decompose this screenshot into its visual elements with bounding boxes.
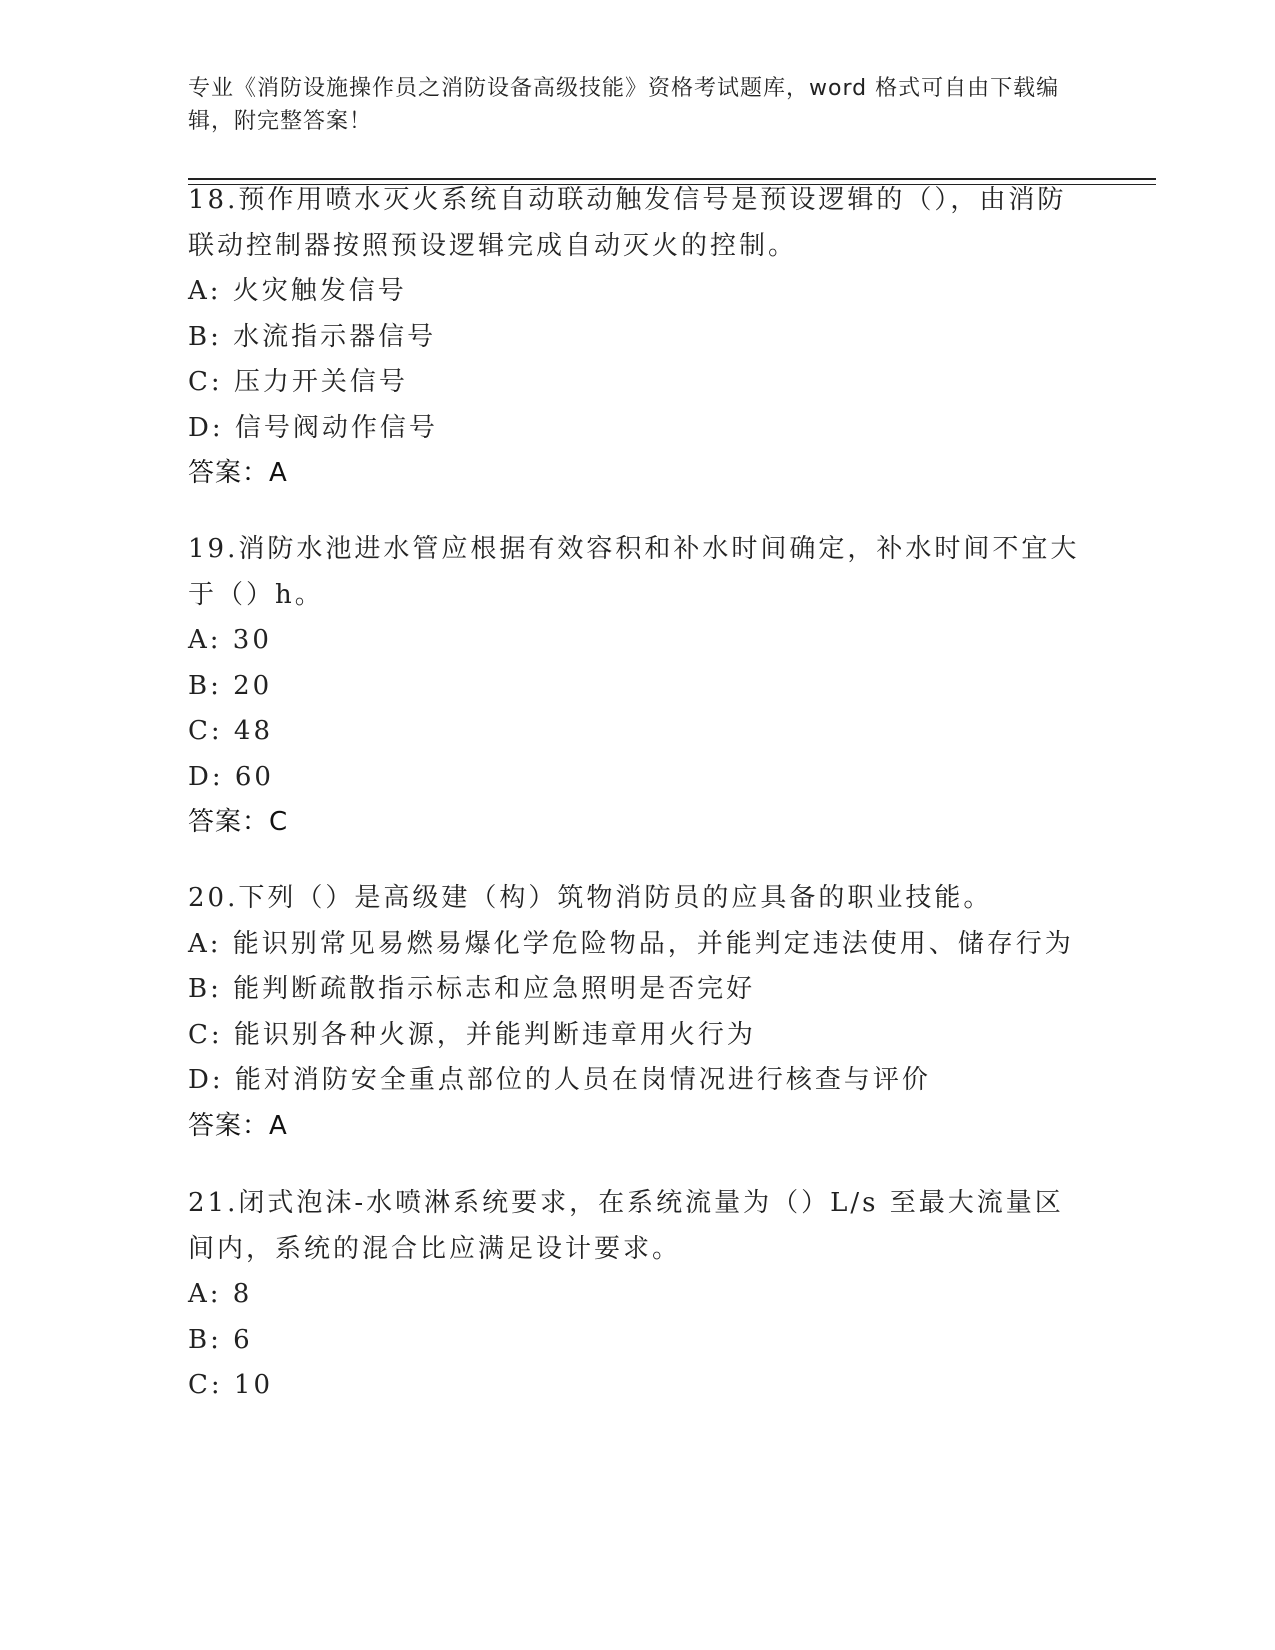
option-b: B: 能判断疏散指示标志和应急照明是否完好	[188, 974, 756, 1004]
question-18	[188, 178, 1088, 497]
document-header: 专业《消防设施操作员之消防设备高级技能》资格考试题库，word 格式可自由下载编辑，附完整答案！	[188, 76, 1060, 134]
option-c: C: 压力开关信号	[188, 367, 408, 397]
option-c: C: 能识别各种火源，并能判断违章用火行为	[188, 1019, 756, 1050]
option-d: D: 能对消防安全重点部位的人员在岗情况进行核查与评价	[188, 1065, 931, 1095]
option-b: B: 6	[188, 1324, 253, 1355]
question-20	[188, 876, 1088, 1149]
option-c: C: 48	[188, 716, 274, 746]
question-text: 20.下列（）是高级建（构）筑物消防员的应具备的职业技能。	[188, 883, 993, 913]
option-b: B: 20	[188, 670, 273, 701]
option-d: D: 60	[188, 761, 274, 792]
question-text: 18.预作用喷水灭火系统自动联动触发信号是预设逻辑的（），由消防联动控制器按照预设逻辑完成自动灭火的控制。	[188, 185, 1067, 261]
option-c: C: 10	[188, 1370, 274, 1400]
option-a: A: 30	[188, 625, 272, 655]
option-d: D: 信号阀动作信号	[188, 412, 438, 443]
answer-line: 答案：A	[188, 1110, 288, 1141]
option-a: A: 8	[188, 1279, 253, 1309]
option-b: B: 水流指示器信号	[188, 321, 437, 352]
option-a: A: 能识别常见易燃易爆化学危险物品，并能判定违法使用、储存行为	[188, 928, 1074, 959]
answer-line: 答案：A	[188, 458, 288, 488]
question-text: 19.消防水池进水管应根据有效容积和补水时间确定，补水时间不宜大于（）h。	[188, 534, 1080, 610]
question-21	[188, 1181, 1088, 1409]
answer-line: 答案：C	[188, 807, 289, 837]
option-a: A: 火灾触发信号	[188, 276, 407, 306]
question-19	[188, 527, 1088, 846]
question-text: 21.闭式泡沫-水喷淋系统要求，在系统流量为（）L/s 至最大流量区间内，系统的混合比应满足设计要求。	[188, 1188, 1064, 1264]
